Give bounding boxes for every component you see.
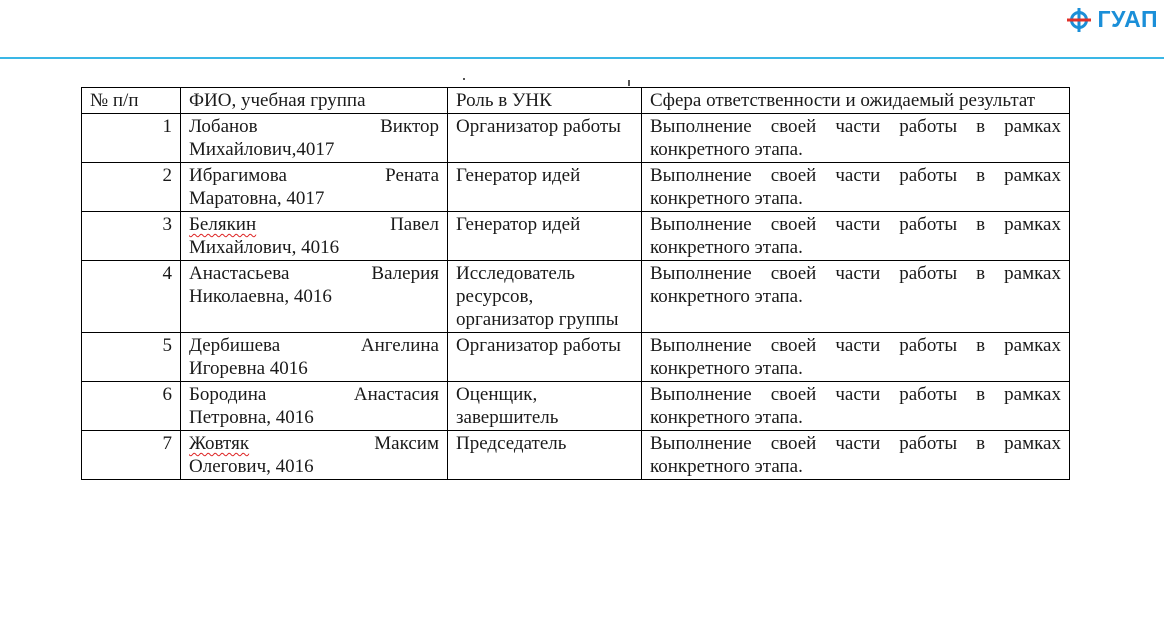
student-name [181, 163, 448, 212]
table-row [82, 333, 1070, 382]
student-given-name: Виктор [380, 116, 439, 137]
student-given-name: Рената [385, 165, 439, 186]
responsibility: Выполнение своей части работы в рамках конкретного этапа. [642, 431, 1070, 480]
student-given-name: Валерия [371, 263, 439, 284]
row-number: 1 [82, 114, 181, 163]
table-header-row [82, 88, 1070, 114]
student-name [181, 382, 448, 431]
student-surname: Жовтяк [189, 433, 250, 454]
table-row [82, 261, 1070, 333]
header-cell-number: № п/п [82, 88, 181, 114]
responsibility: Выполнение своей части работы в рамках конкретного этапа. [642, 212, 1070, 261]
student-given-name: Ангелина [360, 335, 439, 356]
responsibility: Выполнение своей части работы в рамках конкретного этапа. [642, 261, 1070, 333]
table-row [82, 212, 1070, 261]
row-number: 6 [82, 382, 181, 431]
student-name [181, 114, 448, 163]
student-patronymic-group: Маратовна, 4017 [189, 188, 325, 209]
header-cell-responsibility: Сфера ответственности и ожидаемый результат [642, 88, 1070, 114]
student-surname: Дербишева [189, 335, 281, 356]
student-surname: Лобанов [189, 116, 258, 137]
stray-mark [628, 80, 630, 86]
role-in-unk: Исследователь ресурсов, организатор группы [448, 261, 642, 333]
team-roles-table [81, 87, 1070, 480]
student-name [181, 261, 448, 333]
student-name [181, 212, 448, 261]
logo-text: ГУАП [1097, 6, 1158, 32]
header-logo [1066, 6, 1158, 33]
table-row [82, 431, 1070, 480]
role-in-unk: Оценщик, завершитель [448, 382, 642, 431]
student-given-name: Максим [374, 433, 439, 454]
table-row [82, 382, 1070, 431]
role-in-unk: Генератор идей [448, 163, 642, 212]
header-cell-name: ФИО, учебная группа [181, 88, 448, 114]
responsibility: Выполнение своей части работы в рамках конкретного этапа. [642, 163, 1070, 212]
responsibility: Выполнение своей части работы в рамках конкретного этапа. [642, 333, 1070, 382]
responsibility: Выполнение своей части работы в рамках конкретного этапа. [642, 382, 1070, 431]
student-surname: Ибрагимова [189, 165, 287, 186]
header-divider [0, 57, 1164, 59]
student-patronymic-group: Петровна, 4016 [189, 407, 314, 428]
row-number: 3 [82, 212, 181, 261]
student-surname: Анастасьева [189, 263, 290, 284]
table-row [82, 163, 1070, 212]
role-in-unk: Председатель [448, 431, 642, 480]
guap-emblem-icon [1066, 7, 1092, 33]
student-given-name: Анастасия [353, 384, 439, 405]
role-in-unk: Организатор работы [448, 333, 642, 382]
student-given-name: Павел [390, 214, 439, 235]
header-cell-role: Роль в УНК [448, 88, 642, 114]
row-number: 7 [82, 431, 181, 480]
student-patronymic-group: Игоревна 4016 [189, 358, 308, 379]
student-patronymic-group: Михайлович, 4016 [189, 237, 340, 258]
student-name [181, 431, 448, 480]
student-patronymic-group: Олегович, 4016 [189, 456, 314, 477]
role-in-unk: Генератор идей [448, 212, 642, 261]
student-surname: Белякин [189, 214, 257, 235]
student-name [181, 333, 448, 382]
responsibility: Выполнение своей части работы в рамках конкретного этапа. [642, 114, 1070, 163]
stray-mark [463, 78, 465, 80]
student-patronymic-group: Николаевна, 4016 [189, 286, 332, 307]
table-row [82, 114, 1070, 163]
row-number: 2 [82, 163, 181, 212]
table-body [82, 114, 1070, 480]
student-surname: Бородина [189, 384, 267, 405]
student-patronymic-group: Михайлович,4017 [189, 139, 335, 160]
role-in-unk: Организатор работы [448, 114, 642, 163]
row-number: 4 [82, 261, 181, 333]
row-number: 5 [82, 333, 181, 382]
